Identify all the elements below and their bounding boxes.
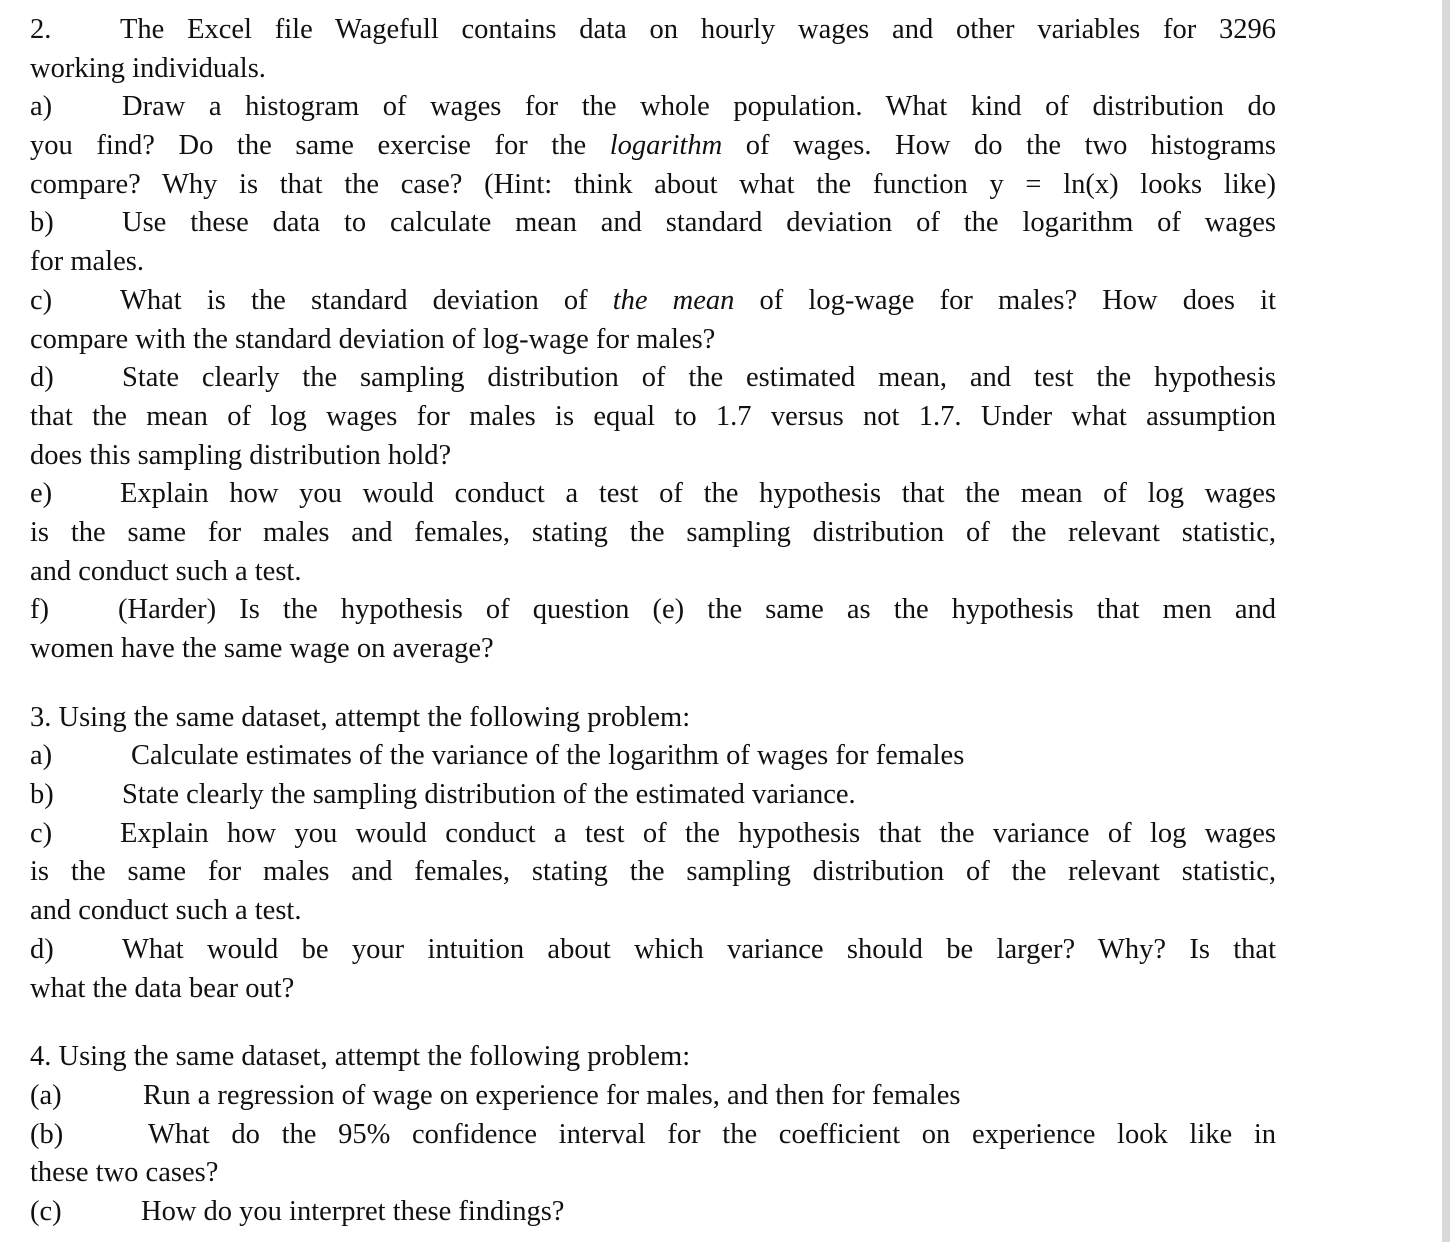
q3d-text-1: What would be your intuition about which variance should be larger? Why? Is that (122, 933, 1276, 965)
q2c-label: c) (30, 284, 53, 316)
q2d-text-1: State clearly the sampling distribution of the estimated mean, and test the hypothesis (122, 362, 1276, 394)
q2c-italic-the-mean: the mean (612, 284, 735, 316)
section-spacer (30, 669, 1276, 699)
q2a-italic-logarithm: logarithm (609, 130, 723, 162)
q4b-label: (b) (30, 1118, 64, 1150)
q2c-text-2: compare with the standard deviation of log-wage for males? (30, 323, 716, 355)
q2e-line-3 (30, 553, 1276, 592)
q2a-line-2 (30, 127, 1276, 166)
q2b-label: b) (30, 207, 54, 239)
q2d-label: d) (30, 362, 54, 394)
q4b-line-1 (30, 1116, 1276, 1155)
q3b-text-1: State clearly the sampling distribution of the estimated variance. (122, 779, 856, 811)
q2c-text-1a: What is the standard deviation of (120, 284, 613, 316)
q2c-text-1b: of log-wage for males? How does it (734, 284, 1276, 316)
q2-intro-text-1: The Excel file Wagefull contains data on hourly wages and other variables for 3296 (120, 14, 1276, 45)
q3b-line-1 (30, 776, 1276, 815)
q4c-line-1 (30, 1193, 1276, 1232)
q2a-line-1 (30, 88, 1276, 127)
q2f-text-1: (Harder) Is the hypothesis of question (e) the same as the hypothesis that men and (118, 594, 1276, 626)
q2a-text-3: compare? Why is that the case? (Hint: think about what the function y = ln(x) looks like) (30, 168, 1276, 200)
q3-intro-line (30, 699, 1276, 738)
question-3 (30, 699, 1276, 1009)
q3b-label: b) (30, 779, 54, 811)
q2a-label: a) (30, 91, 53, 123)
q2f-line-1 (30, 591, 1276, 630)
q2e-text-2: is the same for males and females, stating the sampling distribution of the relevant statistic, (30, 516, 1276, 548)
q2-intro-line-2 (30, 50, 1276, 89)
question-2 (30, 11, 1276, 669)
q4a-text-1: Run a regression of wage on experience for males, and then for females (143, 1079, 961, 1111)
q2-intro-line-1 (30, 11, 1276, 50)
q2-number: 2. (30, 14, 52, 45)
q2a-text-2a: you find? Do the same exercise for the (30, 130, 610, 162)
q2a-text-2 (30, 127, 1276, 166)
q2d-text-2: that the mean of log wages for males is equal to 1.7 versus not 1.7. Under what assumption (30, 400, 1276, 432)
q2b-line-2 (30, 243, 1276, 282)
q4b-text-1: What do the 95% confidence interval for the coefficient on experience look like in (148, 1118, 1276, 1150)
q2-intro-text-2: working individuals. (30, 52, 266, 84)
q4c-text-1: How do you interpret these findings? (141, 1195, 565, 1227)
q2c-line-2 (30, 321, 1276, 360)
q2f-line-2 (30, 630, 1276, 669)
q2b-text-2: for males. (30, 246, 144, 278)
q2e-label: e) (30, 478, 53, 510)
q4b-line-2 (30, 1154, 1276, 1193)
q2f-text-2: women have the same wage on average? (30, 633, 494, 664)
q3d-text-2: what the data bear out? (30, 972, 295, 1004)
q3c-label: c) (30, 817, 53, 849)
q2a-line-3 (30, 166, 1276, 205)
section-spacer (30, 1008, 1276, 1038)
q2e-line-1 (30, 475, 1276, 514)
q2e-text-1: Explain how you would conduct a test of the hypothesis that the mean of log wages (120, 478, 1276, 510)
q4a-line-1 (30, 1077, 1276, 1116)
q3c-line-3 (30, 892, 1276, 931)
q3d-line-1 (30, 931, 1276, 970)
q4a-label: (a) (30, 1079, 62, 1111)
page-edge (1442, 0, 1450, 1242)
q3a-text-1: Calculate estimates of the variance of the logarithm of wages for females (131, 740, 965, 772)
q4-intro-text: 4. Using the same dataset, attempt the following problem: (30, 1041, 691, 1073)
q3a-line-1 (30, 737, 1276, 776)
q3c-line-2 (30, 853, 1276, 892)
q3a-label: a) (30, 740, 53, 772)
q3d-label: d) (30, 933, 54, 965)
q2e-text-3: and conduct such a test. (30, 555, 302, 587)
q4b-text-2: these two cases? (30, 1157, 219, 1189)
q2f-label: f) (30, 594, 49, 626)
q2d-text-3: does this sampling distribution hold? (30, 439, 452, 471)
q2e-line-2 (30, 514, 1276, 553)
problem-set-document (30, 11, 1276, 1232)
q4-intro-line (30, 1038, 1276, 1077)
q3c-line-1 (30, 815, 1276, 854)
q2d-line-2 (30, 398, 1276, 437)
q3c-text-1: Explain how you would conduct a test of the hypothesis that the variance of log wages (120, 817, 1276, 849)
q2d-line-1 (30, 359, 1276, 398)
q2d-line-3 (30, 437, 1276, 476)
q3-intro-text: 3. Using the same dataset, attempt the following problem: (30, 701, 691, 733)
q3c-text-3: and conduct such a test. (30, 895, 302, 927)
q4c-label: (c) (30, 1195, 62, 1227)
q2c-line-1 (30, 282, 1276, 321)
q2a-text-2b: of wages. How do the two histograms (722, 130, 1276, 162)
q2b-text-1: Use these data to calculate mean and standard deviation of the logarithm of wages (122, 207, 1276, 239)
q3c-text-2: is the same for males and females, stating the sampling distribution of the relevant statistic, (30, 856, 1276, 888)
q3d-line-2 (30, 970, 1276, 1009)
q2b-line-1 (30, 204, 1276, 243)
question-4 (30, 1038, 1276, 1231)
q2a-text-1: Draw a histogram of wages for the whole population. What kind of distribution do (122, 91, 1276, 123)
q2c-text-1 (120, 282, 1276, 321)
